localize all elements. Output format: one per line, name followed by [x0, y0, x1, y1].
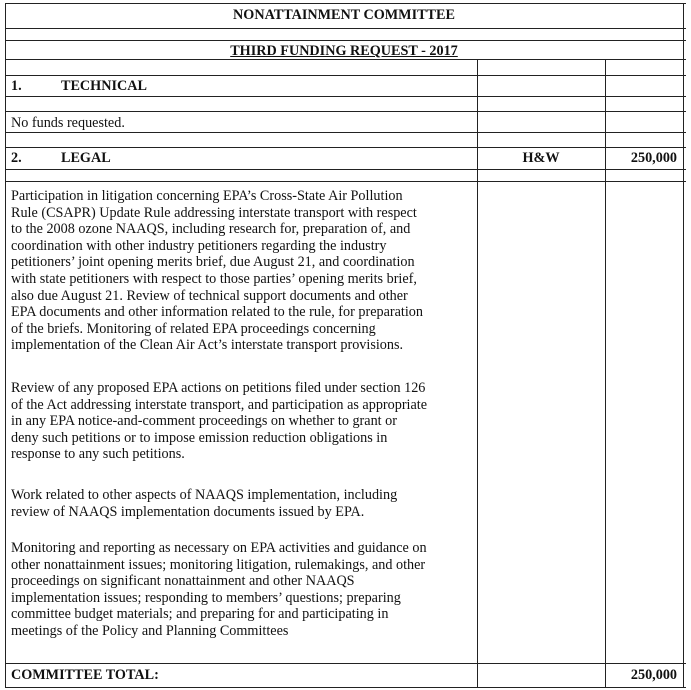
paragraph-line: of the briefs. Monitoring of related EPA proceedings concerning [11, 320, 376, 337]
paragraph-line: Monitoring and reporting as necessary on EPA activities and guidance on [11, 540, 427, 556]
table-rule [5, 28, 686, 29]
document-title: NONATTAINMENT COMMITTEE [233, 7, 455, 23]
paragraph-line: petitioners’ joint opening merits brief, due August 21, and coordination [11, 254, 415, 271]
paragraph-line: response to any such petitions. [11, 446, 185, 463]
section-number: 1. [11, 78, 22, 94]
legal-paragraph [11, 540, 476, 640]
paragraph-line: Work related to other aspects of NAAQS implementation, including [11, 487, 398, 503]
paragraph-line: committee budget materials; and preparing for and participating in [11, 606, 389, 623]
paragraph-line: also due August 21. Review of technical support documents and other [11, 287, 408, 304]
paragraph-line: Review of any proposed EPA actions on petitions filed under section 126 [11, 380, 426, 396]
paragraph-line: implementation of the Clean Air Act’s interstate transport provisions. [11, 337, 404, 354]
paragraph-line: in any EPA notice-and-comment proceedings on whether to grant or [11, 413, 397, 430]
section-number: 2. [11, 150, 22, 166]
table-border-left [5, 3, 6, 687]
paragraph-line: to the 2008 ozone NAAQS, including research for, preparation of, and [11, 221, 411, 238]
table-rule [5, 687, 686, 688]
section-name: LEGAL [61, 150, 111, 166]
committee-total-label: COMMITTEE TOTAL: [11, 667, 159, 683]
table-rule [5, 147, 686, 148]
paragraph-line: coordination with other industry petitioners regarding the industry [11, 237, 387, 254]
table-rule [5, 96, 686, 97]
legal-paragraph [11, 188, 476, 354]
paragraph-line: implementation issues; responding to members’ questions; preparing [11, 589, 401, 606]
paragraph-line: deny such petitions or to impose emission reduction obligations in [11, 429, 388, 446]
paragraph-line: other nonattainment issues; monitoring litigation, rulemakings, and other [11, 556, 426, 573]
committee-total-amount: 250,000 [630, 667, 677, 683]
legal-paragraph [11, 380, 476, 463]
paragraph-line: review of NAAQS implementation documents issued by EPA. [11, 503, 365, 520]
table-rule [5, 75, 686, 76]
table-rule [5, 663, 686, 664]
paragraph-line: of the Act addressing interstate transport, and participation as appropriate [11, 396, 428, 413]
table-rule [5, 169, 686, 170]
paragraph-line: Participation in litigation concerning EPA’s Cross-State Air Pollution [11, 188, 403, 204]
paragraph-line: meetings of the Policy and Planning Committees [11, 622, 289, 639]
table-border-right [683, 3, 684, 687]
paragraph-line: proceedings on significant nonattainment and other NAAQS [11, 573, 355, 590]
legal-paragraph [11, 487, 476, 520]
table-rule [5, 181, 686, 182]
document-subtitle: THIRD FUNDING REQUEST - 2017 [230, 43, 458, 59]
section-note: No funds requested. [11, 115, 125, 131]
table-rule [5, 132, 686, 133]
section-amount: 250,000 [630, 150, 677, 166]
paragraph-line: EPA documents and other information related to the rule, for preparation [11, 304, 423, 321]
paragraph-line: Rule (CSAPR) Update Rule addressing interstate transport with respect [11, 204, 417, 221]
paragraph-line: with state petitioners with respect to those parties’ opening merits brief, [11, 270, 417, 287]
payee-label: H&W [522, 150, 560, 166]
table-rule [5, 3, 686, 4]
table-rule [5, 111, 686, 112]
section-name: TECHNICAL [61, 78, 147, 94]
table-rule [5, 40, 686, 41]
